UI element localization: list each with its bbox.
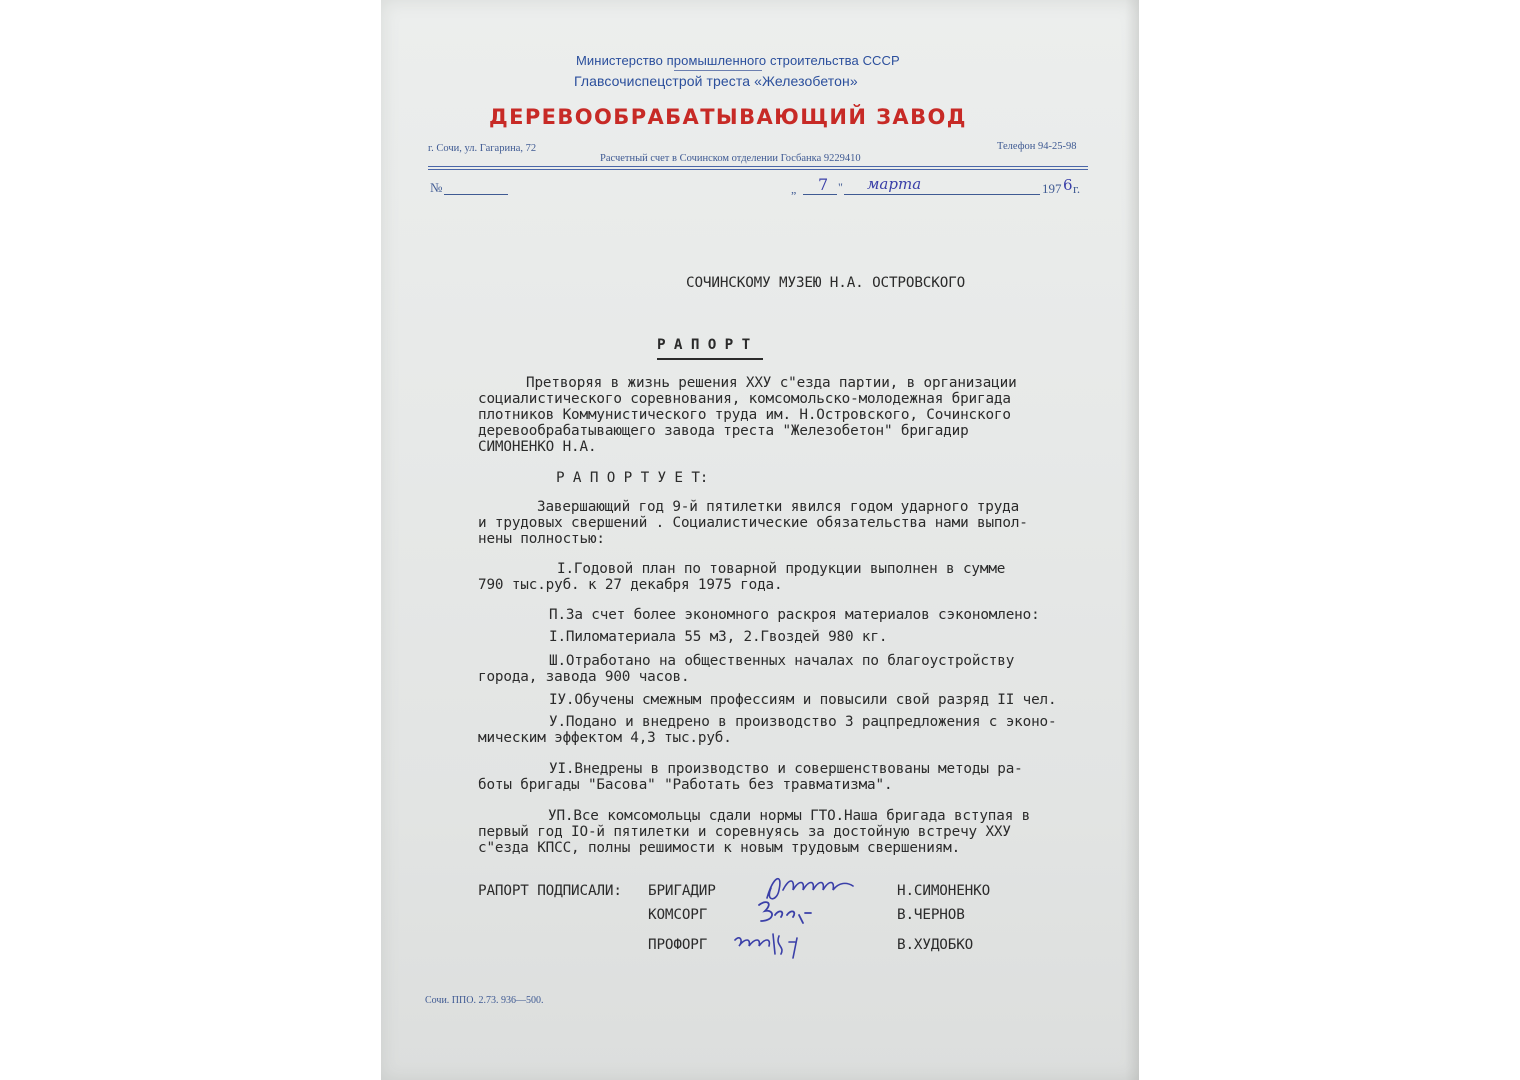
summary-line-1: Завершающий год 9-й пятилетки явился годом ударного труда	[537, 499, 1020, 515]
name-khudobko: В.ХУДОБКО	[897, 937, 974, 953]
intro-line-4: деревообрабатывающего завода треста "Железобетон" бригадир	[478, 423, 969, 439]
signature-proforg	[731, 928, 821, 962]
item-7-line-3: с"езда КПСС, полны решимости к новым трудовым свершениям.	[478, 840, 961, 856]
number-label: №	[430, 180, 443, 195]
ministry-line: Министерство промышленного строительства СССР	[576, 53, 900, 68]
signature-komsorg	[753, 895, 833, 929]
item-6-line-1: УI.Внедрены в производство и совершенствованы методы ра-	[549, 761, 1023, 777]
item-2-line-2: I.Пиломатериала 55 м3, 2.Гвоздей 980 кг.	[549, 629, 888, 645]
company-title: ДЕРЕВООБРАБАТЫВАЮЩИЙ ЗАВОД	[489, 105, 967, 129]
day-blank	[803, 194, 837, 195]
name-chernov: В.ЧЕРНОВ	[897, 907, 965, 923]
intro-line-2: социалистического соревнования, комсомольско-молодежная бригада	[478, 391, 1011, 407]
item-5-line-2: мическим эффектом 4,3 тыс.руб.	[478, 730, 732, 746]
year-prefix: 197	[1042, 181, 1062, 196]
date-day: 7	[818, 175, 829, 194]
summary-line-3: нены полностью:	[478, 531, 605, 547]
item-3-line-2: города, завода 900 часов.	[478, 669, 690, 685]
recipient: СОЧИНСКОМУ МУЗЕЮ Н.А. ОСТРОВСКОГО	[686, 275, 966, 291]
item-2-line-1: П.За счет более экономного раскроя материалов сэкономлено:	[549, 607, 1040, 623]
item-5-line-1: У.Подано и внедрено в производство 3 рацпредложения с эконо-	[549, 714, 1057, 730]
item-1-line-1: I.Годовой план по товарной продукции выполнен в сумме	[557, 561, 1006, 577]
role-brigadier: БРИГАДИР	[648, 883, 716, 899]
print-footer: Сочи. ППО. 2.73. 936—500.	[425, 995, 544, 1006]
letterhead-rule-bottom	[428, 169, 1088, 170]
item-4-line-1: IУ.Обучены смежным профессиям и повысили свой разряд II чел.	[549, 692, 1057, 708]
address: г. Сочи, ул. Гагарина, 72	[428, 143, 537, 154]
document-sheet	[381, 0, 1139, 1080]
summary-line-2: и трудовых свершений . Социалистические обязательства нами выпол-	[478, 515, 1028, 531]
year-digit: 6	[1063, 176, 1073, 194]
month-blank	[844, 194, 1040, 195]
item-7-line-1: УП.Все комсомольцы сдали нормы ГТО.Наша бригада вступая в	[548, 808, 1031, 824]
report-heading: Р А П О Р Т	[657, 337, 751, 353]
letterhead-rule-top	[428, 166, 1088, 167]
date-open-quote: „	[791, 182, 797, 196]
name-simonenko: Н.СИМОНЕНКО	[897, 883, 991, 899]
date-month: марта	[867, 175, 922, 193]
item-3-line-1: Ш.Отработано на общественных началах по благоустройству	[549, 653, 1015, 669]
intro-line-3: плотников Коммунистического труда им. Н.Островского, Сочинского	[478, 407, 1011, 423]
intro-line-1: Претворяя в жизнь решения ХХУ с"езда партии, в организации	[526, 375, 1017, 391]
reports-heading: Р А П О Р Т У Е Т:	[556, 470, 709, 486]
phone: Телефон 94-25-98	[997, 141, 1077, 152]
department-line: Главсочиспецстрой треста «Железобетон»	[574, 73, 858, 89]
signatures-label: РАПОРТ ПОДПИСАЛИ:	[478, 883, 622, 899]
role-komsorg: КОМСОРГ	[648, 907, 708, 923]
date-close-quote: "	[838, 180, 843, 194]
role-proforg: ПРОФОРГ	[648, 937, 708, 953]
item-7-line-2: первый год IO-й пятилетки и соревнуясь за достойную встречу ХХУ	[478, 824, 1011, 840]
report-heading-underline	[657, 358, 763, 360]
ministry-underline	[674, 70, 762, 71]
year-suffix: г.	[1073, 181, 1081, 196]
item-6-line-2: боты бригады "Басова" "Работать без травматизма".	[478, 777, 893, 793]
number-blank	[444, 194, 508, 195]
bank-account: Расчетный счет в Сочинском отделении Госбанка 9229410	[600, 153, 861, 164]
intro-line-5: СИМОНЕНКО Н.А.	[478, 439, 597, 455]
item-1-line-2: 790 тыс.руб. к 27 декабря 1975 года.	[478, 577, 783, 593]
